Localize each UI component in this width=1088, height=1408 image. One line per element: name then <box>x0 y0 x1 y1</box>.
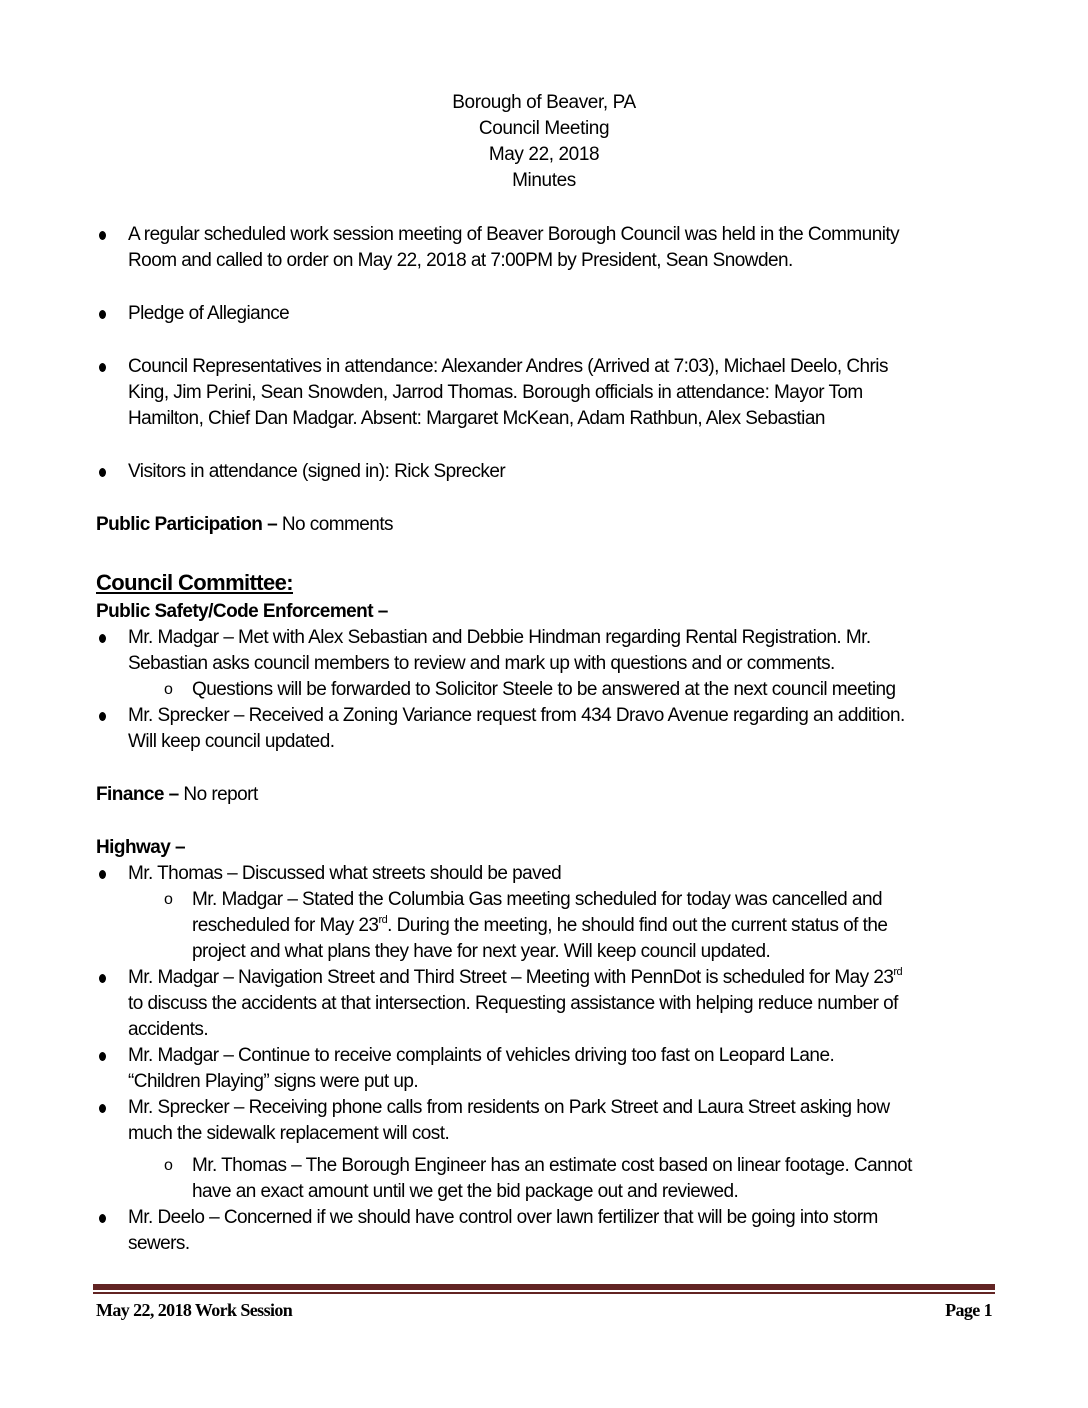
bullet-icon <box>99 1214 106 1223</box>
list-item-line: have an exact amount until we get the bid package out and reviewed. <box>192 1181 739 1202</box>
header-borough: Borough of Beaver, PA <box>452 92 636 113</box>
list-item-line: Mr. Sprecker – Receiving phone calls from residents on Park Street and Laura Street asking how <box>128 1097 890 1118</box>
list-item-line: “Children Playing” signs were put up. <box>128 1071 419 1092</box>
list-item-line: Room and called to order on May 22, 2018 at 7:00PM by President, Sean Snowden. <box>128 250 793 271</box>
list-item-line: Visitors in attendance (signed in): Rick Sprecker <box>128 461 506 482</box>
finance-text: No report <box>178 784 258 805</box>
highway-heading: Highway – <box>96 837 186 858</box>
list-item-line: Mr. Thomas – The Borough Engineer has an estimate cost based on linear footage. Cannot <box>192 1155 912 1176</box>
bullet-icon <box>99 231 106 240</box>
ordinal-suffix: rd <box>893 965 903 978</box>
finance-section <box>96 782 258 808</box>
bullet-icon <box>99 870 106 879</box>
list-item-line: Mr. Madgar – Continue to receive complaints of vehicles driving too fast on Leopard Lane. <box>128 1045 835 1066</box>
sub-bullet-icon: o <box>164 1157 173 1174</box>
list-item-line: Will keep council updated. <box>128 731 335 752</box>
list-item-line: Mr. Madgar – Stated the Columbia Gas meeting scheduled for today was cancelled and <box>192 889 882 910</box>
footer-divider-thin <box>93 1292 995 1294</box>
public-participation <box>96 512 393 538</box>
list-item-line <box>128 965 902 991</box>
list-item-line <box>192 913 887 939</box>
list-item-line: Sebastian asks council members to review and mark up with questions and or comments. <box>128 653 835 674</box>
footer-page-number: Page 1 <box>945 1300 992 1320</box>
bullet-icon <box>99 634 106 643</box>
list-item-line: Mr. Deelo – Concerned if we should have control over lawn fertilizer that will be going into storm <box>128 1207 878 1228</box>
line-text: . During the meeting, he should find out the current status of the <box>387 915 888 936</box>
list-item-line: Mr. Sprecker – Received a Zoning Variance request from 434 Dravo Avenue regarding an addition. <box>128 705 905 726</box>
ordinal-suffix: rd <box>378 913 388 926</box>
bullet-icon <box>99 468 106 477</box>
public-participation-label: Public Participation – <box>96 514 278 535</box>
bullet-icon <box>99 1052 106 1061</box>
list-item-line: much the sidewalk replacement will cost. <box>128 1123 450 1144</box>
sub-bullet-icon: o <box>164 681 173 698</box>
public-safety-heading: Public Safety/Code Enforcement – <box>96 601 388 622</box>
list-item-line: Mr. Thomas – Discussed what streets should be paved <box>128 863 562 884</box>
finance-label: Finance – <box>96 784 179 805</box>
list-item-line: to discuss the accidents at that intersection. Requesting assistance with helping reduce number of <box>128 993 898 1014</box>
header-date: May 22, 2018 <box>488 144 600 165</box>
council-committee-heading: Council Committee: <box>96 570 293 595</box>
sub-bullet-icon: o <box>164 891 173 908</box>
bullet-icon <box>99 974 106 983</box>
bullet-icon <box>99 363 106 372</box>
header-minutes: Minutes <box>512 170 576 191</box>
bullet-icon <box>99 712 106 721</box>
list-item-line: accidents. <box>128 1019 209 1040</box>
bullet-icon <box>99 310 106 319</box>
list-item-line: Pledge of Allegiance <box>128 303 290 324</box>
public-participation-text: No comments <box>277 514 394 535</box>
list-item-line: King, Jim Perini, Sean Snowden, Jarrod Thomas. Borough officials in attendance: Mayor Tom <box>128 382 863 403</box>
list-item-line: Council Representatives in attendance: Alexander Andres (Arrived at 7:03), Michael Deelo, Chris <box>128 356 888 377</box>
list-item-line: sewers. <box>128 1233 190 1254</box>
bullet-icon <box>99 1104 106 1113</box>
list-item-line: Mr. Madgar – Met with Alex Sebastian and Debbie Hindman regarding Rental Registration. Mr. <box>128 627 871 648</box>
footer-session-label: May 22, 2018 Work Session <box>96 1300 293 1320</box>
footer-divider-thick <box>93 1284 995 1290</box>
line-text: rescheduled for May 23 <box>192 915 379 936</box>
list-item-line: project and what plans they have for next year. Will keep council updated. <box>192 941 771 962</box>
list-item-line: A regular scheduled work session meeting of Beaver Borough Council was held in the Community <box>128 224 900 245</box>
header-meeting: Council Meeting <box>478 118 610 139</box>
line-text: Mr. Madgar – Navigation Street and Third Street – Meeting with PennDot is scheduled for May 23 <box>128 967 894 988</box>
list-item-line: Hamilton, Chief Dan Madgar. Absent: Margaret McKean, Adam Rathbun, Alex Sebastian <box>128 408 825 429</box>
list-item-line: Questions will be forwarded to Solicitor Steele to be answered at the next council meeting <box>192 679 896 700</box>
